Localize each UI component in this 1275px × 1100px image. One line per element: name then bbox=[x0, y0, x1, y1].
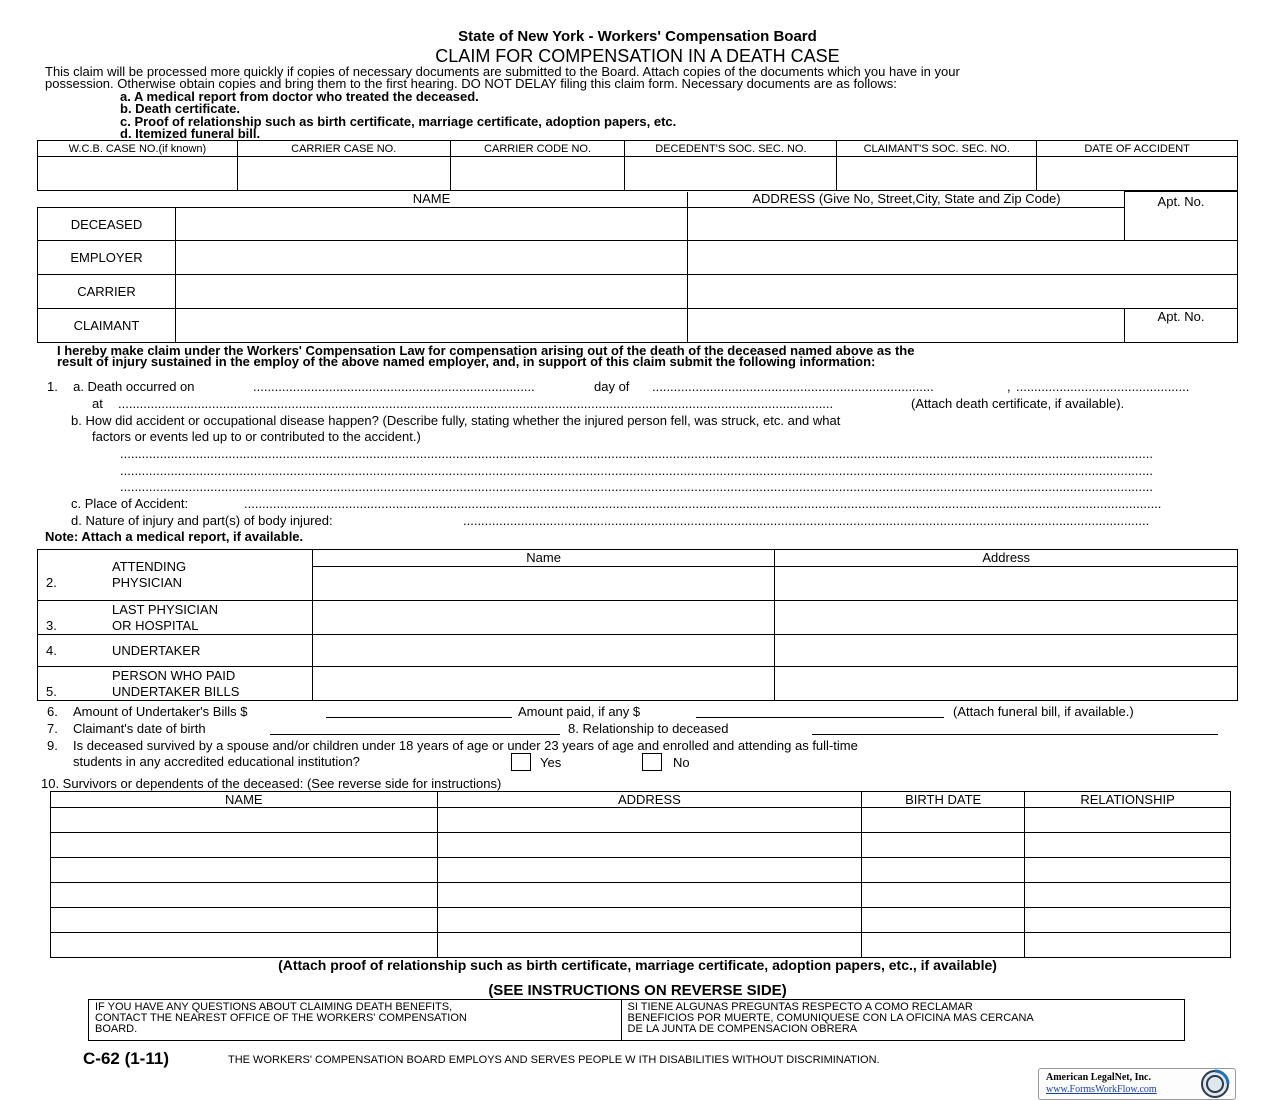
wcb-case-no-field[interactable] bbox=[38, 157, 238, 191]
undertaker-bills-field[interactable] bbox=[326, 704, 512, 718]
item-1b-line-2: factors or events led up to or contributed to the accident.) bbox=[92, 429, 421, 444]
survivor-relationship-field[interactable] bbox=[1025, 858, 1231, 883]
funeral-payer-address-field[interactable] bbox=[775, 667, 1238, 701]
logo-company-name: American LegalNet, Inc. bbox=[1046, 1072, 1151, 1083]
notice-en-line-1: IF YOU HAVE ANY QUESTIONS ABOUT CLAIMING DEATH BENEFITS, bbox=[95, 1001, 453, 1013]
survivor-birth-date-field[interactable] bbox=[862, 883, 1025, 908]
item-9-number: 9. bbox=[47, 738, 58, 753]
provider-5-number: 5. bbox=[46, 683, 57, 699]
survivor-address-field[interactable] bbox=[437, 933, 862, 958]
survivor-address-field[interactable] bbox=[437, 908, 862, 933]
survivor-birth-date-field[interactable] bbox=[862, 858, 1025, 883]
eoe-statement: THE WORKERS' COMPENSATION BOARD EMPLOYS AND SERVES PEOPLE W ITH DISABILITIES WITHOUT DISCRIMINATION. bbox=[228, 1054, 880, 1066]
form-title: CLAIM FOR COMPENSATION IN A DEATH CASE bbox=[435, 46, 840, 66]
survivor-birth-date-field[interactable] bbox=[862, 908, 1025, 933]
logo-globe-icon bbox=[1197, 1069, 1233, 1099]
apt-no-header: Apt. No. bbox=[1125, 192, 1238, 241]
accident-description-line-3[interactable]: .............................................................................................................................................................................................................................................................................................. bbox=[120, 479, 1153, 494]
table-row bbox=[51, 883, 1231, 908]
deceased-address-field[interactable] bbox=[688, 208, 1125, 241]
survivors-table bbox=[50, 791, 1231, 958]
claimant-dob-label: Claimant's date of birth bbox=[73, 721, 206, 736]
claim-statement-line-1: I hereby make claim under the Workers' Compensation Law for compensation arising out of the death of the deceased named above as the bbox=[57, 343, 915, 358]
survivor-name-header: NAME bbox=[51, 792, 438, 808]
yes-checkbox[interactable] bbox=[511, 753, 531, 771]
provider-2-number: 2. bbox=[46, 575, 57, 590]
death-month-field[interactable]: .............................................................................. bbox=[652, 379, 934, 394]
provider-row-2 bbox=[38, 550, 313, 601]
document-item-c: c. Proof of relationship such as birth certificate, marriage certificate, adoption papers, etc. bbox=[120, 114, 677, 129]
survivor-birth-date-field[interactable] bbox=[862, 933, 1025, 958]
item-1a-label: a. Death occurred on bbox=[73, 379, 195, 394]
claim-statement-line-2: result of injury sustained in the employ of the above named employer, and, in support of this claim submit the following information: bbox=[57, 354, 876, 369]
intro-line-1: This claim will be processed more quickly if copies of necessary documents are submitted to the Board. Attach copies of the documents which you have in your bbox=[45, 64, 960, 79]
provider-4-label-1: UNDERTAKER bbox=[112, 642, 201, 658]
logo-url[interactable]: www.FormsWorkFlow.com bbox=[1046, 1084, 1157, 1095]
carrier-code-no-label: CARRIER CODE NO. bbox=[450, 141, 625, 157]
last-physician-address-field[interactable] bbox=[775, 601, 1238, 635]
notice-en-line-2: CONTACT THE NEAREST OFFICE OF THE WORKERS' COMPENSATION bbox=[95, 1012, 467, 1024]
survivor-relationship-field[interactable] bbox=[1025, 908, 1231, 933]
attach-relationship-proof-note: (Attach proof of relationship such as birth certificate, marriage certificate, adoption papers, etc., if available) bbox=[278, 957, 997, 973]
table-row bbox=[51, 933, 1231, 958]
last-physician-name-field[interactable] bbox=[312, 601, 775, 635]
table-row bbox=[51, 908, 1231, 933]
deceased-label: DECEASED bbox=[38, 208, 176, 241]
survivor-name-field[interactable] bbox=[51, 908, 438, 933]
day-of-label: day of bbox=[594, 379, 630, 394]
employer-label: EMPLOYER bbox=[38, 241, 176, 275]
death-year-field[interactable]: ................................................ bbox=[1016, 379, 1190, 394]
providers-table bbox=[37, 549, 1238, 701]
provider-2-label-1: ATTENDING bbox=[112, 559, 187, 574]
survivor-relationship-field[interactable] bbox=[1025, 883, 1231, 908]
decedent-ssn-field[interactable] bbox=[625, 157, 837, 191]
yes-label: Yes bbox=[540, 755, 562, 770]
notice-english bbox=[89, 1000, 622, 1041]
provider-5-label-2: UNDERTAKER BILLS bbox=[112, 683, 240, 699]
carrier-case-no-field[interactable] bbox=[237, 157, 450, 191]
medical-report-note: Note: Attach a medical report, if available. bbox=[45, 529, 304, 544]
item-1d-label: d. Nature of injury and part(s) of body injured: bbox=[71, 513, 333, 528]
date-of-accident-label: DATE OF ACCIDENT bbox=[1037, 141, 1238, 157]
item-1a-row bbox=[47, 379, 195, 395]
amount-paid-field[interactable] bbox=[696, 704, 944, 718]
provider-3-label-2: OR HOSPITAL bbox=[112, 617, 199, 633]
survivor-name-field[interactable] bbox=[51, 808, 438, 833]
survivor-birth-date-field[interactable] bbox=[862, 833, 1025, 858]
agency-title: State of New York - Workers' Compensation Board bbox=[458, 28, 817, 45]
carrier-case-no-label: CARRIER CASE NO. bbox=[237, 141, 450, 157]
form-id: C-62 (1-11) bbox=[83, 1049, 169, 1068]
claimant-apt-label: Apt. No. bbox=[1157, 309, 1205, 324]
death-place-field[interactable]: ...................................................................................................................................................................................................... bbox=[118, 396, 834, 411]
relationship-label: 8. Relationship to deceased bbox=[568, 721, 729, 736]
survivor-name-field[interactable] bbox=[51, 933, 438, 958]
intro-line-2: possession. Otherwise obtain copies and bring them to the first hearing. DO NOT DELAY filing this claim form. Necessary documents are as follows: bbox=[45, 76, 897, 91]
item-9-line-1: Is deceased survived by a spouse and/or children under 18 years of age or under 23 years of age and enrolled and attending as full-time bbox=[73, 738, 858, 753]
item-7-number: 7. bbox=[47, 721, 58, 736]
decedent-ssn-label: DECEDENT'S SOC. SEC. NO. bbox=[625, 141, 837, 157]
claimant-ssn-label: CLAIMANT'S SOC. SEC. NO. bbox=[837, 141, 1037, 157]
item-1-number: 1. bbox=[47, 379, 58, 394]
notice-en-line-3: BOARD. bbox=[95, 1023, 138, 1035]
provider-3-number: 3. bbox=[46, 617, 57, 633]
wcb-case-no-label: W.C.B. CASE NO.(if known) bbox=[38, 141, 238, 157]
survivor-name-field[interactable] bbox=[51, 833, 438, 858]
at-label: at bbox=[92, 396, 103, 411]
attach-death-certificate: (Attach death certificate, if available). bbox=[911, 396, 1125, 411]
claimant-apt-field[interactable] bbox=[1125, 309, 1238, 343]
provider-4-number: 4. bbox=[46, 642, 57, 658]
provider-address-header: Address bbox=[775, 550, 1238, 567]
case-number-grid bbox=[37, 140, 1238, 191]
american-legalnet-logo[interactable] bbox=[1038, 1068, 1236, 1100]
provider-5-label-1: PERSON WHO PAID bbox=[112, 667, 236, 683]
table-row bbox=[51, 858, 1231, 883]
survivor-address-field[interactable] bbox=[437, 808, 862, 833]
item-10-label: 10. Survivors or dependents of the deceased: (See reverse side for instructions) bbox=[41, 776, 502, 791]
year-comma: , bbox=[1007, 379, 1011, 394]
item-6-number: 6. bbox=[47, 704, 58, 719]
undertaker-address-field[interactable] bbox=[775, 635, 1238, 667]
relationship-field[interactable] bbox=[812, 721, 1218, 735]
item-1c-label: c. Place of Accident: bbox=[71, 496, 189, 511]
undertaker-bills-label: Amount of Undertaker's Bills $ bbox=[73, 704, 248, 719]
provider-name-header: Name bbox=[312, 550, 775, 567]
provider-row-5 bbox=[38, 667, 313, 701]
document-item-b: b. Death certificate. bbox=[120, 101, 240, 116]
attending-physician-name-field[interactable] bbox=[312, 567, 775, 601]
item-6-row bbox=[47, 704, 247, 720]
item-9-row bbox=[47, 738, 858, 754]
no-checkbox[interactable] bbox=[642, 753, 662, 771]
place-of-accident-field[interactable]: .............................................................................................................................................................................................................................................................. bbox=[244, 496, 1162, 511]
item-9-line-2: students in any accredited educational institution? bbox=[73, 754, 360, 769]
deceased-name-field[interactable] bbox=[175, 208, 688, 241]
table-row bbox=[51, 833, 1231, 858]
document-item-a: a. A medical report from doctor who treated the deceased. bbox=[120, 89, 479, 104]
survivor-address-field[interactable] bbox=[437, 883, 862, 908]
table-row bbox=[51, 808, 1231, 833]
survivor-relationship-field[interactable] bbox=[1025, 833, 1231, 858]
provider-3-label-1: LAST PHYSICIAN bbox=[112, 601, 218, 617]
claimant-ssn-field[interactable] bbox=[837, 157, 1037, 191]
survivor-address-field[interactable] bbox=[437, 858, 862, 883]
survivor-address-field[interactable] bbox=[437, 833, 862, 858]
notice-es-line-2: BENEFICIOS POR MUERTE, COMUNIQUESE CON LA OFICINA MAS CERCANA bbox=[627, 1012, 1034, 1024]
funeral-payer-name-field[interactable] bbox=[312, 667, 775, 701]
claimant-label: CLAIMANT bbox=[38, 309, 176, 343]
death-date-field[interactable]: .............................................................................. bbox=[253, 379, 535, 394]
survivor-relationship-header: RELATIONSHIP bbox=[1025, 792, 1231, 808]
date-of-accident-field[interactable] bbox=[1037, 157, 1238, 191]
survivor-name-field[interactable] bbox=[51, 858, 438, 883]
claimant-address-field[interactable] bbox=[688, 309, 1125, 343]
undertaker-name-field[interactable] bbox=[312, 635, 775, 667]
attending-physician-address-field[interactable] bbox=[775, 567, 1238, 601]
provider-2-label-2: PHYSICIAN bbox=[112, 575, 183, 590]
survivor-relationship-field[interactable] bbox=[1025, 808, 1231, 833]
employer-name-field[interactable] bbox=[175, 241, 688, 275]
nature-of-injury-field[interactable]: .............................................................................................................................................................................................. bbox=[463, 513, 1150, 528]
notice-spanish bbox=[621, 1000, 1184, 1041]
no-label: No bbox=[673, 755, 690, 770]
item-1b-line-1: b. How did accident or occupational disease happen? (Describe fully, stating whether the injured person fell, was struck, etc. and what bbox=[71, 413, 841, 428]
attach-funeral-bill: (Attach funeral bill, if available.) bbox=[953, 704, 1134, 719]
survivor-address-header: ADDRESS bbox=[437, 792, 862, 808]
carrier-code-no-field[interactable] bbox=[450, 157, 625, 191]
see-instructions: (SEE INSTRUCTIONS ON REVERSE SIDE) bbox=[488, 982, 787, 999]
carrier-address-field[interactable] bbox=[688, 275, 1238, 309]
parties-table bbox=[37, 191, 1238, 343]
document-item-d: d. Itemized funeral bill. bbox=[120, 126, 261, 141]
survivor-relationship-field[interactable] bbox=[1025, 933, 1231, 958]
claimant-dob-field[interactable] bbox=[270, 721, 560, 735]
carrier-label: CARRIER bbox=[38, 275, 176, 309]
party-name-header: NAME bbox=[412, 191, 451, 206]
party-address-header: ADDRESS (Give No, Street,City, State and Zip Code) bbox=[752, 191, 1061, 206]
item-7-row bbox=[47, 721, 206, 737]
employer-address-field[interactable] bbox=[688, 241, 1238, 275]
notice-es-line-1: SI TIENE ALGUNAS PREGUNTAS RESPECTO A COMO RECLAMAR bbox=[627, 1001, 973, 1013]
provider-row-4 bbox=[38, 635, 313, 667]
provider-row-3 bbox=[38, 601, 313, 635]
accident-description-line-2[interactable]: .............................................................................................................................................................................................................................................................................................. bbox=[120, 463, 1153, 478]
carrier-name-field[interactable] bbox=[175, 275, 688, 309]
survivor-name-field[interactable] bbox=[51, 883, 438, 908]
amount-paid-label: Amount paid, if any $ bbox=[518, 704, 641, 719]
claimant-name-field[interactable] bbox=[175, 309, 688, 343]
notice-es-line-3: DE LA JUNTA DE COMPENSACION OBRERA bbox=[627, 1023, 858, 1035]
survivor-birth-date-field[interactable] bbox=[862, 808, 1025, 833]
survivor-birth-date-header: BIRTH DATE bbox=[862, 792, 1025, 808]
contact-notice-box bbox=[88, 999, 1185, 1041]
accident-description-line-1[interactable]: .............................................................................................................................................................................................................................................................................................. bbox=[120, 446, 1153, 461]
